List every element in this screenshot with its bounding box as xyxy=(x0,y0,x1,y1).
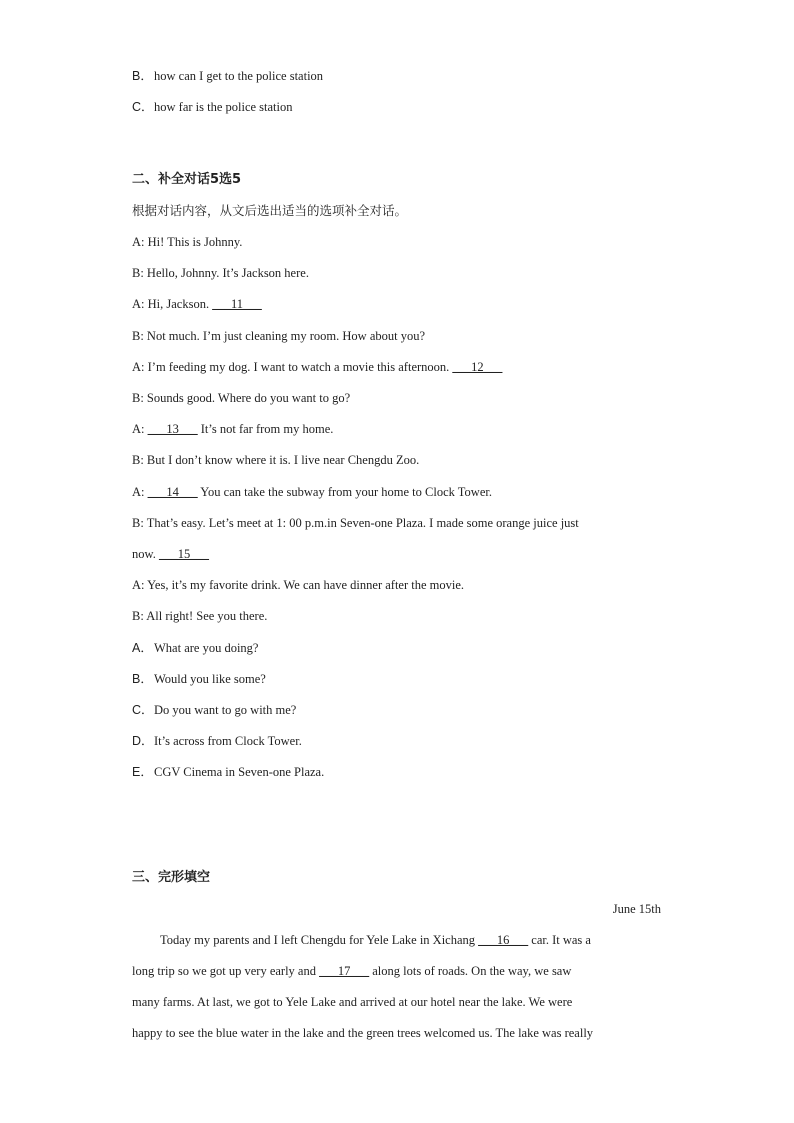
option-text: Do you want to go with me? xyxy=(154,703,297,717)
passage-text: Today my parents and I left Chengdu for Yele Lake in Xichang xyxy=(160,933,479,947)
dialogue-line xyxy=(132,484,492,500)
answer-blank-11[interactable]: ___11___ xyxy=(212,297,262,311)
passage-text: car. It was a xyxy=(528,933,591,947)
answer-blank-12[interactable]: ___12___ xyxy=(452,360,503,374)
prev-option-b[interactable] xyxy=(132,68,323,84)
dialogue-line: B: Not much. I’m just cleaning my room. How about you? xyxy=(132,329,426,343)
option-text: What are you doing? xyxy=(154,641,259,655)
passage-text: along lots of roads. On the way, we saw xyxy=(369,964,572,978)
option-text: It’s across from Clock Tower. xyxy=(154,734,302,748)
option-letter: B． xyxy=(132,672,153,686)
option-a[interactable] xyxy=(132,640,258,656)
dialogue-line xyxy=(132,359,502,375)
dialogue-text: A: I’m feeding my dog. I want to watch a movie this afternoon. xyxy=(132,360,453,374)
dialogue-text: You can take the subway from your home to Clock Tower. xyxy=(197,485,492,499)
prev-option-c[interactable] xyxy=(132,99,293,115)
option-text: CGV Cinema in Seven-one Plaza. xyxy=(154,765,325,779)
section2-instruction: 根据对话内容，从文后选出适当的选项补全对话。 xyxy=(132,203,408,218)
dialogue-text: A: xyxy=(132,422,148,436)
passage-date: June 15th xyxy=(612,902,661,916)
answer-blank-14[interactable]: ___14___ xyxy=(147,485,198,499)
option-letter: C． xyxy=(132,703,154,717)
dialogue-line: A: Hi! This is Johnny. xyxy=(132,235,243,249)
answer-blank-17[interactable]: ___17___ xyxy=(319,964,370,978)
dialogue-text: It’s not far from my home. xyxy=(197,422,334,436)
dialogue-line: B: That’s easy. Let’s meet at 1: 00 p.m.in Seven-one Plaza. I made some orange juice just xyxy=(132,516,579,530)
dialogue-line: B: Sounds good. Where do you want to go? xyxy=(132,391,351,405)
passage-line xyxy=(132,932,591,948)
answer-blank-13[interactable]: ___13___ xyxy=(147,422,198,436)
option-e[interactable] xyxy=(132,764,324,780)
passage-line xyxy=(132,963,571,979)
option-text: how can I get to the police station xyxy=(154,69,324,83)
dialogue-text: now. xyxy=(132,547,159,561)
option-letter: A． xyxy=(132,641,153,655)
option-letter: E． xyxy=(132,765,153,779)
dialogue-text: A: Hi, Jackson. xyxy=(132,297,213,311)
dialogue-line: B: Hello, Johnny. It’s Jackson here. xyxy=(132,266,309,280)
dialogue-line: A: Yes, it’s my favorite drink. We can have dinner after the movie. xyxy=(132,578,465,592)
dialogue-line: B: But I don’t know where it is. I live near Chengdu Zoo. xyxy=(132,453,420,467)
option-b[interactable] xyxy=(132,671,266,687)
passage-text: long trip so we got up very early and xyxy=(132,964,320,978)
option-d[interactable] xyxy=(132,733,302,749)
dialogue-line xyxy=(132,546,209,562)
option-text: Would you like some? xyxy=(154,672,266,686)
option-letter: C． xyxy=(132,100,154,114)
option-letter: B． xyxy=(132,69,153,83)
answer-blank-16[interactable]: ___16___ xyxy=(478,933,529,947)
dialogue-line xyxy=(132,421,333,437)
dialogue-text: A: xyxy=(132,485,148,499)
dialogue-line: B: All right! See you there. xyxy=(132,609,268,623)
section3-heading: 三、完形填空 xyxy=(132,870,211,885)
option-c[interactable] xyxy=(132,702,296,718)
answer-blank-15[interactable]: ___15___ xyxy=(158,547,209,561)
section2-heading: 二、补全对话5选5 xyxy=(132,172,242,187)
passage-line: many farms. At last, we got to Yele Lake and arrived at our hotel near the lake. We were xyxy=(132,995,573,1009)
dialogue-line xyxy=(132,296,262,312)
option-text: how far is the police station xyxy=(154,100,293,114)
option-letter: D． xyxy=(132,734,154,748)
passage-line: happy to see the blue water in the lake and the green trees welcomed us. The lake was really xyxy=(132,1026,594,1040)
